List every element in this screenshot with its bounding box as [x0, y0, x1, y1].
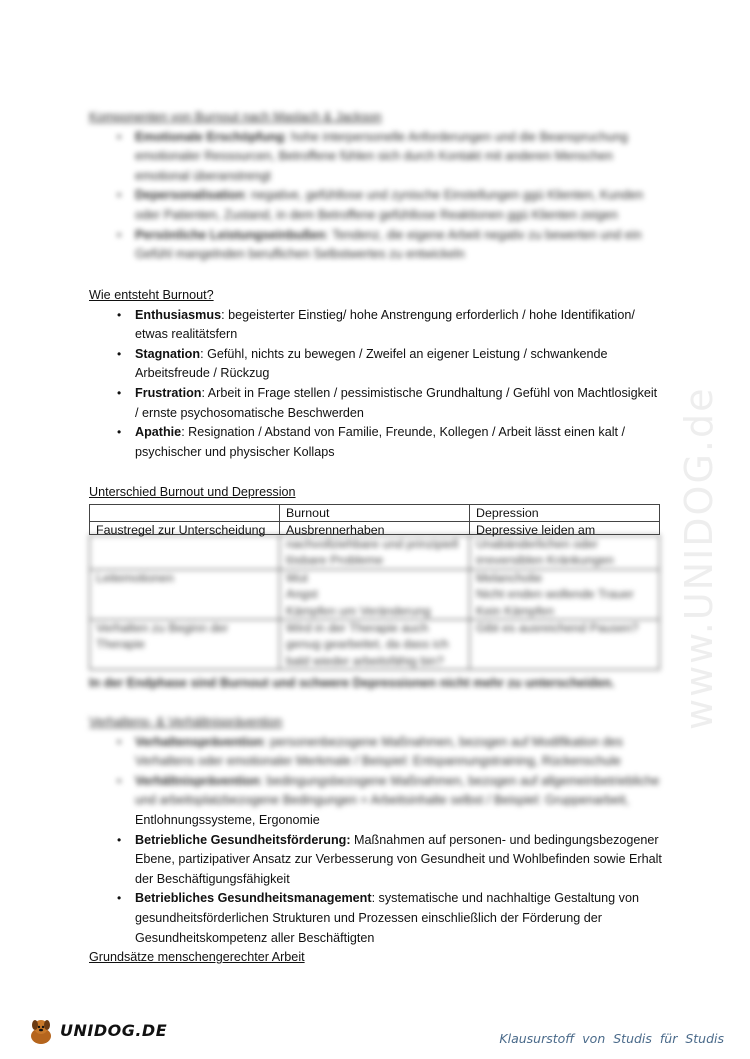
- list-item: [89, 345, 664, 384]
- item-term: Betriebliches Gesundheitsmanagement: [135, 891, 372, 906]
- bullet-icon: •: [117, 891, 122, 906]
- item-text: : hohe interpersonelle Anforderungen und die Beanspruchung emotionaler Ressourcen, Betroffene fühlen sich durch Kontakt mit anderen Menschen emotional überanstrengt: [135, 129, 628, 183]
- item-text: : personenbezogene Maßnahmen, bezogen auf Modifikation des Verhaltens oder emotionaler Merkmale / Beispiel: Entspannungstraining, Rückenschule: [135, 734, 623, 769]
- bullet-icon: •: [117, 346, 122, 361]
- cell-text: Depressive leiden am: [476, 523, 596, 537]
- bullet-list: [89, 128, 664, 265]
- item-text: : Tendenz, die eigene Arbeit negativ zu bewerten und ein Gefühl mangelnden beruflichen Selbstwertes zu entwickeln: [135, 227, 642, 262]
- bullet-icon: •: [117, 227, 122, 242]
- table-row: [90, 620, 660, 670]
- table-header-row: [90, 504, 660, 521]
- item-term: Enthusiasmus: [135, 307, 222, 322]
- item-term: Emotionale Erschöpfung: [135, 129, 285, 144]
- item-text: : systematische und nachhaltige Gestaltung von gesundheitsförderlichen Strukturen und Prozessen einschließlich der Förderung der Gesundheitskompetenz aller Beschäftigten: [135, 891, 639, 945]
- cell-text: Faustregel zur Unterscheidung: [96, 523, 266, 537]
- table-cell: [90, 522, 280, 535]
- table-header-cell: [90, 504, 280, 521]
- item-term: Depersonalisation: [135, 188, 245, 203]
- section-heading: Wie entsteht Burnout?: [89, 288, 214, 302]
- comparison-table-blurred: [89, 535, 660, 670]
- table-cell: Melancholie Nicht enden wollende Trauer Kein Kämpfen: [470, 569, 660, 619]
- watermark: www.UNIDOG.de: [677, 386, 721, 730]
- section-heading: Komponenten von Burnout nach Maslach & Jackson: [89, 110, 382, 124]
- table-cell: [470, 522, 660, 535]
- list-item: [89, 831, 664, 890]
- list-item: [89, 733, 664, 772]
- footer-tagline: Klausurstoff von Studis für Studis: [499, 1031, 724, 1046]
- section-burnout-phases: [89, 286, 664, 462]
- item-text: : Resignation / Abstand von Familie, Freunde, Kollegen / Arbeit lässt einen kalt / psychischer und physischer Kollaps: [135, 425, 626, 459]
- item-term: Stagnation: [135, 346, 201, 361]
- item-text: : begeisterter Einstieg/ hohe Anstrengung erforderlich / hohe Identifikation/ etwas realitätsfern: [135, 307, 635, 342]
- item-text: : Gefühl, nichts zu bewegen / Zweifel an eigener Leistung / schwankende Arbeitsfreude / Rückzug: [135, 346, 608, 381]
- bullet-icon: •: [117, 734, 122, 749]
- table-row: [90, 536, 660, 570]
- table-cell: Gibt es ausreichend Pausen?: [470, 620, 660, 670]
- item-text-tail: Entlohnungssysteme, Ergonomie: [135, 812, 320, 827]
- table-cell: Unabänderlichen oder irreversiblen Kränkungen: [470, 536, 660, 570]
- bullet-icon: •: [117, 188, 122, 203]
- section-heading: Verhaltens- & Verhältnisprävention: [89, 715, 283, 729]
- bullet-icon: •: [117, 385, 122, 400]
- bullet-icon: •: [117, 307, 122, 322]
- item-term: Verhaltensprävention: [135, 734, 264, 749]
- table-note: In der Endphase sind Burnout und schwere Depressionen nicht mehr zu unterscheiden.: [89, 676, 615, 690]
- item-term: Apathie: [135, 425, 182, 440]
- list-item: [89, 226, 664, 265]
- bullet-icon: •: [117, 425, 122, 440]
- list-item: [89, 889, 664, 948]
- list-item: [89, 772, 664, 831]
- list-item: [89, 186, 664, 225]
- table-cell: Wird in der Therapie auch genug gearbeitet, da dass ich bald wieder arbeitsfähig bin?: [280, 620, 470, 670]
- table-cell: [90, 536, 280, 570]
- table-cell: Leitemotionen: [90, 569, 280, 619]
- item-term: Verhältnisprävention: [135, 773, 260, 788]
- item-text: : negative, gefühllose und zynische Einstellungen ggü Klienten, Kunden oder Patienten, Zustand, in dem Betroffene gefühllose Reaktionen ggü Klienten zeigen: [135, 188, 644, 222]
- bullet-icon: •: [117, 129, 122, 144]
- bullet-list: [89, 306, 664, 463]
- list-item: [89, 384, 664, 423]
- item-text: : Arbeit in Frage stellen / pessimistische Grundhaltung / Gefühl von Machtlosigkeit / ernste psychosomatische Beschwerden: [135, 385, 658, 420]
- item-term: Persönliche Leistungseinbußen: [135, 227, 326, 242]
- table-cell: Verhalten zu Beginn der Therapie: [90, 620, 280, 670]
- section-humane-work: [89, 948, 305, 968]
- cell-text: Ausbrennerhaben: [286, 523, 385, 537]
- comparison-table: [89, 504, 660, 535]
- item-term: Frustration: [135, 385, 202, 400]
- section-heading: Unterschied Burnout und Depression: [89, 485, 296, 499]
- bullet-icon: •: [117, 832, 122, 847]
- section-burnout-components: [89, 108, 664, 265]
- dog-icon: [26, 1016, 56, 1046]
- table-header-cell: Depression: [470, 504, 660, 521]
- list-item: [89, 423, 664, 462]
- table-header-cell: Burnout: [280, 504, 470, 521]
- table-cell: Wut Angst Kämpfen um Veränderung: [280, 569, 470, 619]
- table-row: [90, 569, 660, 619]
- list-item: [89, 128, 664, 187]
- bullet-icon: •: [117, 773, 122, 788]
- unidog-logo: [26, 1015, 167, 1047]
- item-text: : bedingungsbezogene Maßnahmen, bezogen auf allgemeinbetriebliche und arbeitsplatzbezogene Bedingungen = Arbeitsinhalte selbst / Beispiel: Gruppenarbeit,: [135, 773, 660, 808]
- table-cell: [280, 522, 470, 535]
- logo-text: UNIDOG.DE: [60, 1021, 168, 1041]
- section-heading: Grundsätze menschengerechter Arbeit: [89, 950, 305, 964]
- item-text: Maßnahmen auf personen- und bedingungsbezogener Ebene, partizipativer Ansatz zur Verbesserung von Gesundheit und Wohlbefinden sowie Erhalt der Beschäftigungsfähigkeit: [135, 832, 662, 886]
- table-cell: nachvollziehbare und prinzipiell lösbare Probleme: [280, 536, 470, 570]
- table-row: [90, 522, 660, 535]
- section-prevention: [89, 713, 664, 948]
- bullet-list: [89, 733, 664, 949]
- item-term: Betriebliche Gesundheitsförderung:: [135, 832, 351, 847]
- section-burnout-vs-depression: [89, 483, 664, 670]
- list-item: [89, 306, 664, 345]
